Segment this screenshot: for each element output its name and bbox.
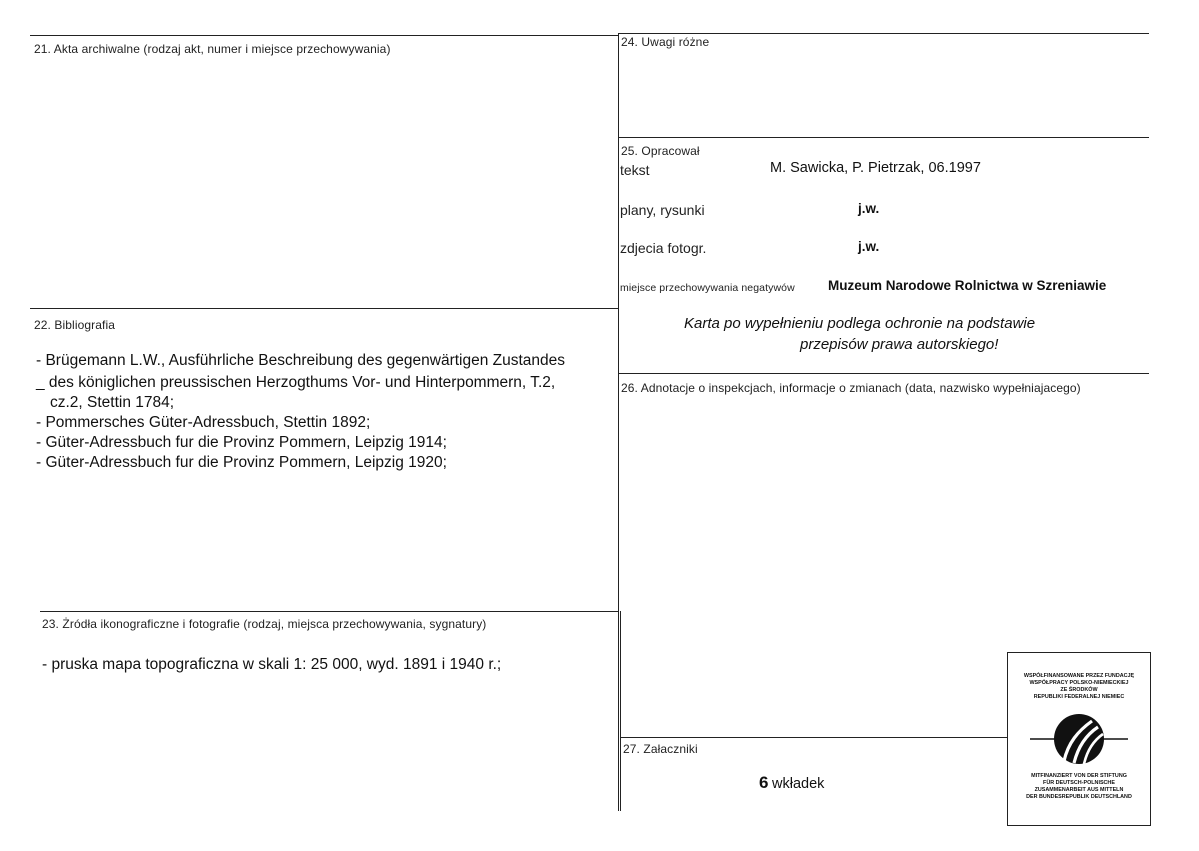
foundation-logo-icon <box>1008 709 1150 769</box>
bibliography-entry: - Güter-Adressbuch fur die Provinz Pommern, Leipzig 1914; <box>36 434 447 451</box>
iconography-entry: - pruska mapa topograficzna w skali 1: 25 000, wyd. 1891 i 1940 r.; <box>42 656 502 673</box>
copyright-note-line1: Karta po wypełnieniu podlega ochronie na podstawie <box>684 315 1036 332</box>
top-border-left <box>30 35 618 36</box>
tekst-value: M. Sawicka, P. Pietrzak, 06.1997 <box>770 160 981 176</box>
stamp-line: WSPÓŁFINANSOWANE PRZEZ FUNDACJĘ <box>1023 673 1135 679</box>
attachments-count: 6 <box>759 773 769 792</box>
section-22-label: 22. Bibliografia <box>34 318 115 332</box>
bibliography-entry: - Brügemann L.W., Ausführliche Beschreibung des gegenwärtigen Zustandes <box>36 352 566 369</box>
section-27-label: 27. Załaczniki <box>623 742 698 756</box>
negatywy-value: Muzeum Narodowe Rolnictwa w Szreniawie <box>828 278 1107 293</box>
stamp-line: FÜR DEUTSCH-POLNISCHE <box>1043 780 1115 786</box>
bibliography-entry: _ des königlichen preussischen Herzogthums Vor- und Hinterpommern, T.2, <box>36 374 556 391</box>
bibliography-entry: cz.2, Stettin 1784; <box>50 394 175 411</box>
stamp-line: MITFINANZIERT VON DER STIFTUNG <box>1031 773 1127 779</box>
stamp-line: REPUBLIKI FEDERALNEJ NIEMIEC <box>1033 694 1125 700</box>
foundation-stamp <box>1007 652 1151 826</box>
stamp-line: WSPÓŁPRACY POLSKO-NIEMIECKIEJ <box>1029 680 1129 686</box>
attachments-unit: wkładek <box>772 776 825 792</box>
section-25-label: 25. Opracował <box>621 144 700 158</box>
divider-22-23 <box>40 611 618 612</box>
section-24-label: 24. Uwagi różne <box>621 35 710 49</box>
bibliography-entry: - Güter-Adressbuch fur die Provinz Pommern, Leipzig 1920; <box>36 454 447 471</box>
section-23-label: 23. Żródła ikonograficzne i fotografie (rodzaj, miejsca przechowywania, sygnatury) <box>42 617 487 631</box>
section-26-label: 26. Adnotacje o inspekcjach, informacje o zmianach (data, nazwisko wypełniajacego) <box>621 381 1081 395</box>
center-divider-lower <box>620 611 621 811</box>
divider-26-27 <box>620 737 1007 738</box>
stamp-line: ZE ŚRODKÓW <box>1060 687 1098 693</box>
section-21-label: 21. Akta archiwalne (rodzaj akt, numer i miejsce przechowywania) <box>34 42 391 56</box>
center-divider <box>618 33 619 811</box>
bibliography-entry: - Pommersches Güter-Adressbuch, Stettin 1892; <box>36 414 371 431</box>
copyright-note-line2: przepisów prawa autorskiego! <box>800 336 999 353</box>
plany-value: j.w. <box>858 201 880 216</box>
top-border-right <box>618 33 1149 34</box>
divider-21-22 <box>30 308 618 309</box>
stamp-line: ZUSAMMENARBEIT AUS MITTELN <box>1034 787 1124 793</box>
plany-label: plany, rysunki <box>620 202 705 218</box>
divider-25-26 <box>618 373 1149 374</box>
zdjecia-value: j.w. <box>858 239 880 254</box>
divider-24-25 <box>618 137 1149 138</box>
zdjecia-label: zdjecia fotogr. <box>620 240 707 256</box>
stamp-line: DER BUNDESREPUBLIK DEUTSCHLAND <box>1026 794 1132 800</box>
tekst-label: tekst <box>620 162 650 178</box>
negatywy-label: miejsce przechowywania negatywów <box>620 282 795 294</box>
